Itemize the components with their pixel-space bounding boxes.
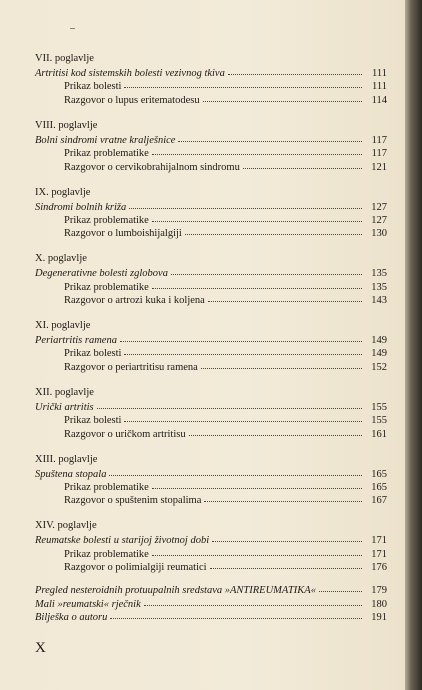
dot-leader <box>152 145 362 155</box>
subentry-page: 130 <box>371 228 387 240</box>
dot-leader <box>210 559 362 569</box>
entry-page: 111 <box>372 68 387 79</box>
subentry-title: Prikaz problematike <box>64 214 149 226</box>
dot-leader <box>201 359 362 369</box>
entry-page: 149 <box>371 335 387 347</box>
entry-page: 179 <box>371 585 387 597</box>
toc-subentry <box>35 213 387 226</box>
subentry-page: 135 <box>371 281 387 293</box>
toc-appendix <box>35 583 387 623</box>
toc-subentry <box>35 493 387 506</box>
dot-leader <box>120 332 362 342</box>
subentry-page: 176 <box>371 562 387 574</box>
toc-entry <box>35 133 387 146</box>
dot-leader <box>204 492 362 502</box>
dot-leader <box>124 78 362 88</box>
toc-entry <box>35 610 387 623</box>
dot-leader <box>97 399 362 409</box>
chapter-heading: X. poglavlje <box>35 253 87 265</box>
subentry-page: 149 <box>371 348 387 360</box>
dot-leader <box>110 609 362 619</box>
dot-leader <box>171 265 362 275</box>
entry-page: 155 <box>371 401 387 413</box>
subentry-page: 117 <box>371 148 387 160</box>
toc-entry <box>35 400 387 413</box>
subentry-page: 161 <box>371 428 387 440</box>
subentry-title: Prikaz bolesti <box>64 415 122 427</box>
dot-leader <box>212 532 362 542</box>
subentry-page: 121 <box>371 161 387 173</box>
subentry-title: Prikaz problematike <box>64 481 149 493</box>
toc-subentry <box>35 480 387 493</box>
subentry-page: 152 <box>371 361 387 373</box>
entry-title: Sindromi bolnih križa <box>35 201 127 213</box>
subentry-title: Prikaz bolesti <box>64 348 122 360</box>
subentry-title: Razgovor o lupus eritematodesu <box>64 94 200 106</box>
chapter-heading: IX. poglavlje <box>35 186 91 198</box>
entry-title: Bilješka o autoru <box>35 611 108 623</box>
toc-subentry <box>35 93 387 106</box>
toc-subentry <box>35 427 387 440</box>
subentry-page: 155 <box>371 415 387 427</box>
toc-subentry <box>35 547 387 560</box>
toc-entry <box>35 200 387 213</box>
toc-entry <box>35 583 387 596</box>
toc-subentry <box>35 360 387 373</box>
toc-subentry <box>35 293 387 306</box>
subentry-title: Razgovor o cervikobrahijalnom sindromu <box>64 161 240 173</box>
dot-leader <box>124 345 362 355</box>
entry-page: 171 <box>371 535 387 547</box>
entry-title: Urički artritis <box>35 401 94 413</box>
dot-leader <box>178 132 362 142</box>
dot-leader <box>189 426 362 436</box>
entry-page: 180 <box>371 598 387 610</box>
subentry-title: Razgovor o polimialgiji reumatici <box>64 562 207 574</box>
entry-title: Periartritis ramena <box>35 335 117 347</box>
subentry-page: 165 <box>371 481 387 493</box>
entry-page: 191 <box>371 611 387 623</box>
entry-title: Spuštena stopala <box>35 468 107 480</box>
subentry-title: Razgovor o spuštenim stopalima <box>64 495 202 507</box>
dot-leader <box>152 279 362 289</box>
toc-entry <box>35 597 387 610</box>
chapter-heading: XIV. poglavlje <box>35 520 97 532</box>
dot-leader <box>228 65 362 75</box>
dot-leader <box>152 479 362 489</box>
toc-entry <box>35 467 387 480</box>
toc-subentry <box>35 160 387 173</box>
subentry-title: Razgovor o lumboishijalgiji <box>64 228 182 240</box>
chapter-heading: XII. poglavlje <box>35 386 94 398</box>
entry-page: 127 <box>371 201 387 213</box>
entry-title: Degenerativne bolesti zglobova <box>35 268 168 280</box>
entry-page: 165 <box>371 468 387 480</box>
entry-page: 135 <box>371 268 387 280</box>
dot-leader <box>208 292 362 302</box>
entry-title: Mali »reumatski« rječnik <box>35 598 141 610</box>
subentry-page: 114 <box>371 94 387 106</box>
toc-subentry <box>35 560 387 573</box>
toc-chapter <box>35 319 387 373</box>
dot-leader <box>185 225 362 235</box>
toc-chapter <box>35 519 387 573</box>
subentry-title: Prikaz problematike <box>64 548 149 560</box>
dot-leader <box>152 546 362 556</box>
toc-entry <box>35 266 387 279</box>
toc-entry <box>35 333 387 346</box>
chapter-heading: VII. poglavlje <box>35 53 94 64</box>
toc-chapter <box>35 252 387 306</box>
subentry-title: Razgovor o uričkom artritisu <box>64 428 186 440</box>
toc-chapter <box>35 386 387 440</box>
dot-leader <box>152 212 362 222</box>
toc-subentry <box>35 79 387 92</box>
dot-leader <box>124 412 362 422</box>
subentry-title: Prikaz bolesti <box>64 81 122 93</box>
dot-leader <box>203 92 362 102</box>
entry-title: Reumatske bolesti u starijoj životnoj dobi <box>35 535 210 547</box>
entry-title: Artritisi kod sistemskih bolesti vezivnog tkiva <box>35 68 225 79</box>
subentry-page: 171 <box>371 548 387 560</box>
toc-subentry <box>35 413 387 426</box>
toc-entry <box>35 533 387 546</box>
subentry-title: Prikaz problematike <box>64 148 149 160</box>
dot-leader <box>129 199 362 209</box>
subentry-page: 143 <box>371 295 387 307</box>
toc-entry <box>35 66 387 79</box>
chapter-heading: VIII. poglavlje <box>35 119 98 131</box>
toc-chapter <box>35 119 387 173</box>
entry-title: Pregled nesteroidnih protuupalnih sredstava »ANTIREUMATIKA« <box>35 585 316 597</box>
table-of-contents <box>35 52 387 623</box>
subentry-title: Razgovor o periartritisu ramena <box>64 361 198 373</box>
subentry-page: 111 <box>372 81 387 93</box>
dot-leader <box>144 596 362 606</box>
toc-chapter <box>35 52 387 106</box>
entry-title: Bolni sindromi vratne kralješnice <box>35 134 176 146</box>
book-binding-edge <box>405 0 422 690</box>
dot-leader <box>319 582 362 592</box>
toc-subentry <box>35 280 387 293</box>
page-number: X <box>35 640 46 656</box>
dot-leader <box>109 466 362 476</box>
toc-subentry <box>35 226 387 239</box>
toc-subentry <box>35 146 387 159</box>
subentry-page: 167 <box>371 495 387 507</box>
subentry-title: Prikaz problematike <box>64 281 149 293</box>
toc-chapter <box>35 186 387 240</box>
toc-chapter <box>35 453 387 507</box>
dot-leader <box>243 159 362 169</box>
entry-page: 117 <box>371 134 387 146</box>
subentry-title: Razgovor o artrozi kuka i koljena <box>64 295 205 307</box>
chapter-heading: XI. poglavlje <box>35 320 91 332</box>
toc-subentry <box>35 346 387 359</box>
print-mark <box>70 28 75 29</box>
subentry-page: 127 <box>371 214 387 226</box>
chapter-heading: XIII. poglavlje <box>35 453 98 465</box>
